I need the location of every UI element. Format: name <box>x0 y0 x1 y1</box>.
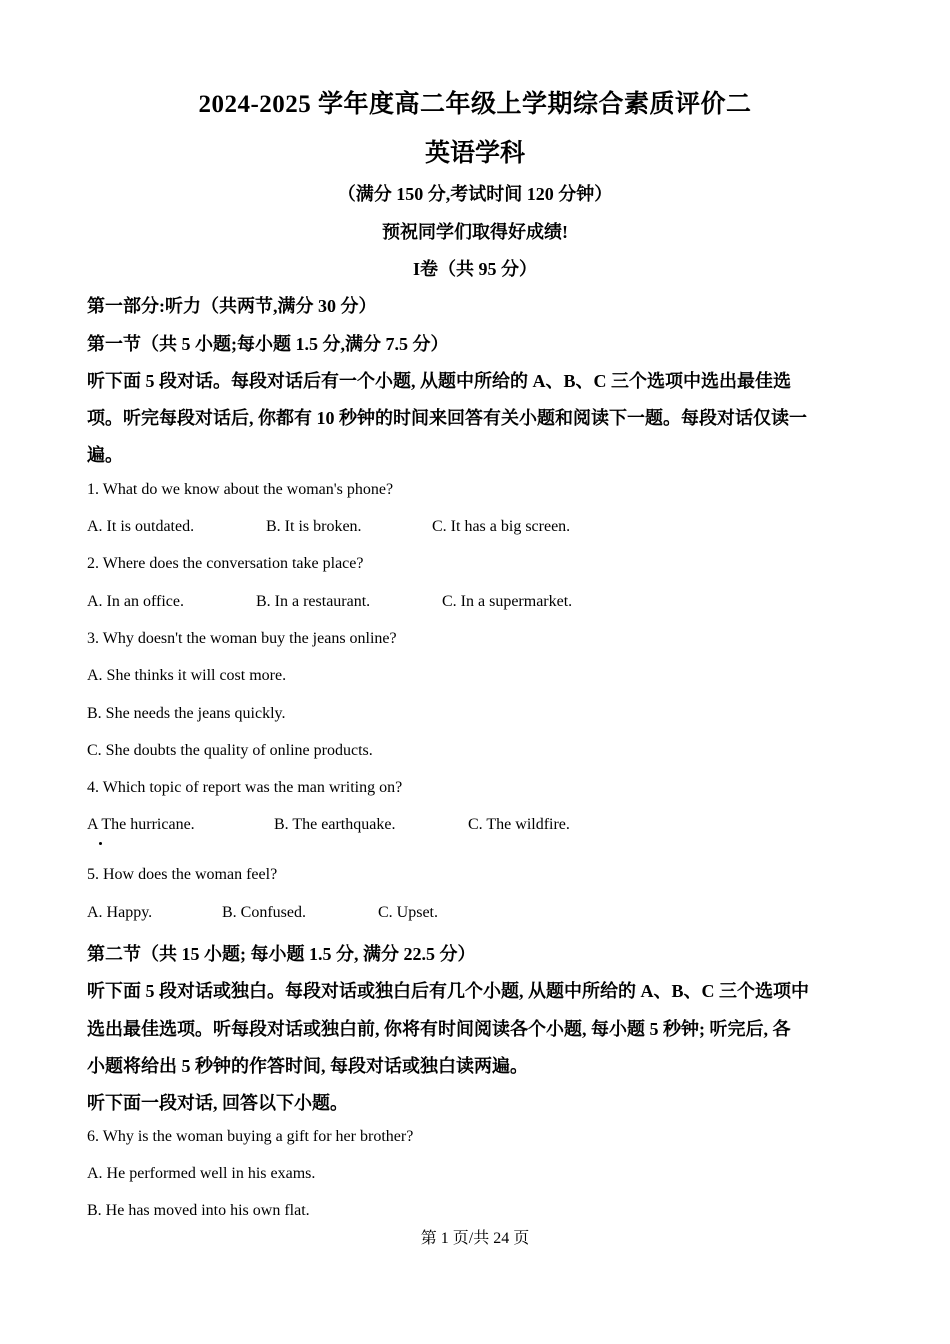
option-b: B. Confused. <box>222 904 306 921</box>
option-b: B. In a restaurant. <box>256 593 371 610</box>
question-text: 5. How does the woman feel? <box>87 866 278 883</box>
exam-info: （满分 150 分,考试时间 120 分钟） <box>337 184 613 204</box>
instruction-line: 项。听完每段对话后, 你都有 10 秒钟的时间来回答有关小题和阅读下一题。每段对话仅读一 <box>87 408 807 428</box>
part1-heading: 第一部分:听力（共两节,满分 30 分） <box>87 296 377 316</box>
question-text: 2. Where does the conversation take place? <box>87 555 364 572</box>
option-c: C. The wildfire. <box>468 816 570 833</box>
sub-instruction: 听下面一段对话, 回答以下小题。 <box>87 1093 348 1113</box>
option-a: A The hurricane. <box>87 816 195 833</box>
question-text: 1. What do we know about the woman's phone? <box>87 481 394 498</box>
instruction-line: 听下面 5 段对话。每段对话后有一个小题, 从题中所给的 A、B、C 三个选项中选出最佳选 <box>87 371 792 391</box>
option-c: C. In a supermarket. <box>442 593 573 610</box>
instruction-line: 遍。 <box>87 445 123 465</box>
question-text: 3. Why doesn't the woman buy the jeans online? <box>87 630 397 647</box>
option-b: B. He has moved into his own flat. <box>87 1202 310 1219</box>
option-b: B. The earthquake. <box>274 816 396 833</box>
option-c: C. It has a big screen. <box>432 518 571 535</box>
option-c: C. She doubts the quality of online products. <box>87 742 373 759</box>
page-footer: 第 1 页/共 24 页 <box>420 1230 530 1247</box>
section2-heading: 第二节（共 15 小题; 每小题 1.5 分, 满分 22.5 分） <box>87 944 476 964</box>
section1-heading: 第一节（共 5 小题;每小题 1.5 分,满分 7.5 分） <box>87 334 449 354</box>
instruction-line: 选出最佳选项。听每段对话或独白前, 你将有时间阅读各个小题, 每小题 5 秒钟; 听完后, 各 <box>87 1019 791 1039</box>
option-a: A. He performed well in his exams. <box>87 1165 316 1182</box>
option-a: A. She thinks it will cost more. <box>87 667 287 684</box>
option-a: A. In an office. <box>87 593 184 610</box>
instruction-line: 小题将给出 5 秒钟的作答时间, 每段对话或独白读两遍。 <box>87 1056 528 1076</box>
option-c: C. Upset. <box>378 904 438 921</box>
instruction-line: 听下面 5 段对话或独白。每段对话或独白后有几个小题, 从题中所给的 A、B、C 三个选项中 <box>87 981 810 1001</box>
stray-dot <box>99 842 102 845</box>
question-text: 4. Which topic of report was the man writing on? <box>87 779 403 796</box>
option-b: B. It is broken. <box>266 518 362 535</box>
subject-title: 英语学科 <box>424 140 525 167</box>
option-b: B. She needs the jeans quickly. <box>87 705 286 722</box>
question-text: 6. Why is the woman buying a gift for her brother? <box>87 1128 414 1145</box>
option-a: A. Happy. <box>87 904 153 921</box>
option-a: A. It is outdated. <box>87 518 195 535</box>
volume-heading: I卷（共 95 分） <box>412 259 537 279</box>
wish-line: 预祝同学们取得好成绩! <box>382 222 568 242</box>
exam-title: 2024-2025 学年度高二年级上学期综合素质评价二 <box>198 91 752 118</box>
